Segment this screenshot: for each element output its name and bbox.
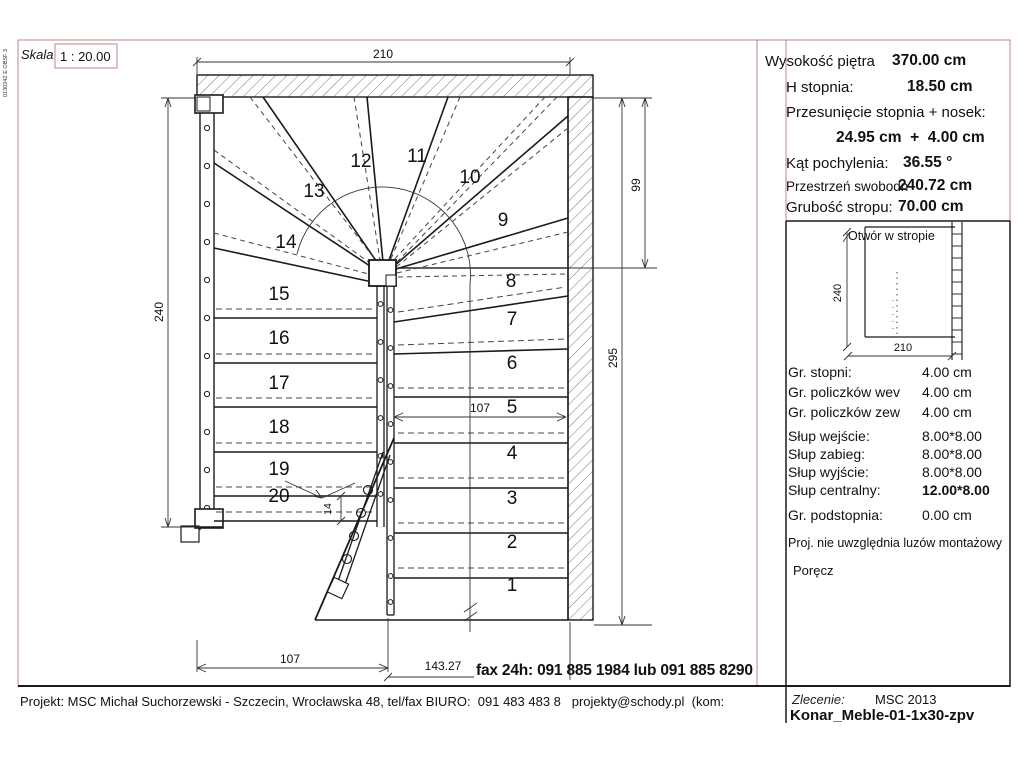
param-label: H stopnia: (786, 79, 854, 96)
param-label: Gr. policzków zew (788, 404, 901, 420)
step-number: 1 (506, 575, 518, 596)
step-number: 3 (506, 488, 518, 509)
step-number: 13 (303, 181, 325, 202)
walls (197, 75, 593, 620)
winder-treads (214, 97, 568, 283)
step-number: 17 (268, 373, 290, 394)
param-label: Słup wejście: (788, 428, 870, 444)
step-number: 19 (268, 459, 290, 480)
dim-step20: 14 (322, 503, 334, 515)
param-label: Słup wyjście: (788, 464, 869, 480)
dim-mid: 107 (469, 401, 491, 415)
param-label: Słup zabieg: (788, 446, 866, 462)
param-label: Gr. policzków wev (788, 384, 901, 400)
param-label: Przestrzeń swobodn (786, 179, 909, 194)
step-number: 16 (268, 328, 290, 349)
param-value: 18.50 cm (907, 78, 973, 95)
otwor-dim-height: 240 (832, 283, 844, 303)
step-number: 18 (268, 417, 290, 438)
step-number: 12 (350, 151, 372, 172)
entry-handrail (315, 438, 394, 620)
param-label: Gr. podstopnia: (788, 507, 883, 523)
step-number: 9 (497, 210, 509, 231)
handrail-label: Poręcz (793, 563, 834, 578)
assembly-note: Proj. nie uwzględnia luzów montażowy (788, 536, 1002, 550)
step-number: 4 (506, 443, 518, 464)
scale-value: 1 : 20.00 (60, 49, 111, 64)
step-number: 10 (459, 167, 481, 188)
dim-right-total: 295 (606, 347, 620, 369)
param-label: Przesunięcie stopnia + nosek: (786, 104, 986, 121)
right-flight-treads (315, 97, 568, 620)
fax-contact: fax 24h: 091 885 1984 lub 091 885 8290 (476, 662, 753, 679)
param-value: 8.00*8.00 (922, 428, 982, 444)
step-number: 2 (506, 532, 518, 553)
param-value: 8.00*8.00 (922, 464, 982, 480)
param-label: Wysokość piętra (765, 53, 875, 70)
param-value: 4.00 cm (922, 384, 972, 400)
central-post (369, 260, 396, 286)
step-number: 14 (275, 232, 297, 253)
dim-top: 210 (372, 47, 394, 61)
param-label: Grubość stropu: (786, 199, 893, 216)
file-name: Konar_Meble-01-1x30-zpv (790, 707, 975, 724)
param-value: 4.00 cm (922, 364, 972, 380)
dim-left: 240 (152, 301, 166, 323)
central-stringers (377, 286, 394, 615)
step-number: 7 (506, 309, 518, 330)
order-label: Zlecenie: (792, 692, 845, 707)
step-number: 20 (268, 486, 290, 507)
step-numbers (268, 146, 517, 596)
scale-label: Skala (21, 47, 54, 62)
param-value: 36.55 ° (903, 154, 953, 171)
step-number: 15 (268, 284, 290, 305)
step-number: 8 (505, 271, 517, 292)
param-value: 370.00 cm (892, 52, 967, 69)
param-value: 8.00*8.00 (922, 446, 982, 462)
order-value: MSC 2013 (875, 692, 937, 707)
dim-bottom: 107 (279, 652, 301, 666)
param-value: 0.00 cm (922, 507, 972, 523)
step-number: 5 (506, 397, 518, 418)
param-label: Gr. stopni: (788, 364, 852, 380)
param-label: Kąt pochylenia: (786, 155, 889, 172)
param-value: 70.00 cm (898, 198, 964, 215)
param-value: 240.72 cm (898, 177, 973, 194)
step-number: 11 (407, 146, 427, 167)
step-number: 6 (506, 353, 518, 374)
right-flight-nosings (398, 287, 566, 568)
dim-diag: 143.27 (424, 659, 462, 673)
parameters-panel (760, 40, 1022, 680)
param-value: 12.00*8.00 (922, 482, 990, 498)
dim-right-upper: 99 (629, 178, 643, 192)
left-flight-nosings (216, 309, 376, 512)
param-value: 4.00 cm (922, 404, 972, 420)
plot-stamp: 013024Z E OBSF 3 (3, 49, 9, 97)
param-value: 24.95 cm + 4.00 cm (836, 129, 985, 146)
otwor-dim-width: 210 (893, 342, 913, 354)
param-label: Słup centralny: (788, 482, 881, 498)
project-info: Projekt: MSC Michał Suchorzewski - Szczecin, Wrocławska 48, tel/fax BIURO: 091 483 483 8 projekty@schody.pl (kom: (20, 694, 725, 709)
otwor-title: Otwór w stropie (848, 229, 935, 243)
